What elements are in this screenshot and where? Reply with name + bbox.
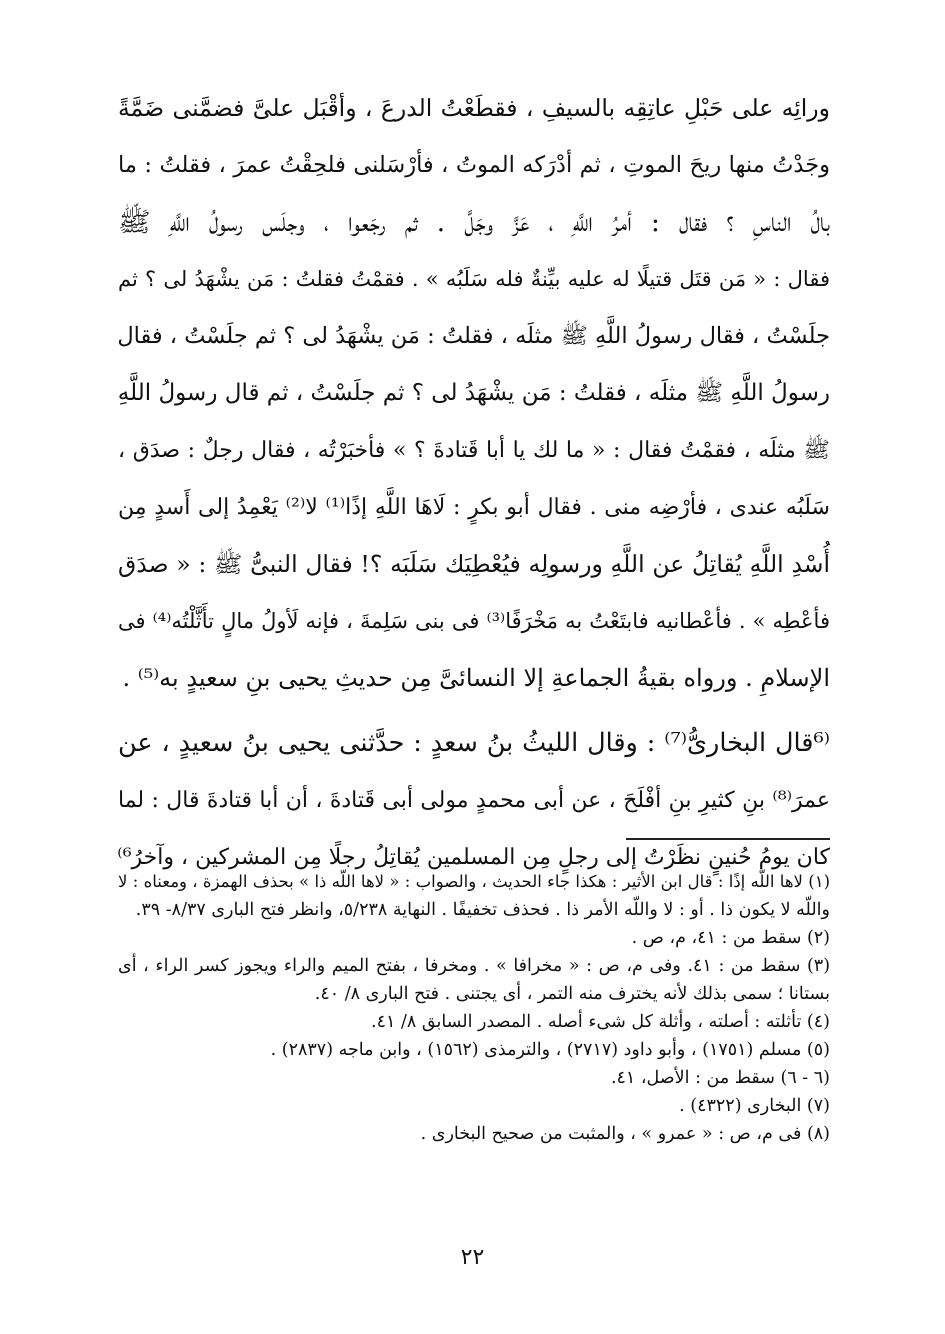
footnote-line: (٧) البخارى (٤٣٢٢) . <box>679 1096 830 1116</box>
text-line: رسولُ اللَّهِ ﷺ مثلَه ، فقلتُ : مَن يشْهَدُ لى ؟ ثم جلَسْتُ ، ثم قال رسولُ اللَّهِ <box>117 380 830 406</box>
text-line: وجَدْتُ منها ريحَ الموتِ ، ثم أدْرَكه الموتُ ، فأرْسَلنى فلحِقْتُ عمرَ ، فقلتُ : ما <box>118 152 830 178</box>
text-line: بالُ الناسِ ؟ فقال : أمرُ اللَّهِ ، عَزَّ وجَلَّ . ثم رجَعوا ، وجلَس رسولُ اللَّهِ ﷺ <box>118 207 830 238</box>
text-line: جلَسْتُ ، فقال رسولُ اللَّهِ ﷺ مثلَه ، فقلتُ : مَن يشْهَدُ لى ؟ ثم جلَسْتُ ، فقال <box>117 323 830 349</box>
text-line: ورائِه على حَبْلِ عاتِقِه بالسيفِ ، فقطَعْتُ الدرعَ ، وأقْبَل علىَّ فضمَّنى ضَمَّةً <box>118 94 830 122</box>
footnote-line: (٢) سقط من : ٤١، م، ص . <box>631 928 830 948</box>
text-line: فأعْطِه » . فأعْطانيه فابتَعْتُ به مَخْرَفًا⁽³⁾ فى بنى سَلِمةَ ، فإنه لَأولُ مالٍ تأَثَّلْتُه⁽⁴⁾ فى <box>118 609 830 633</box>
footnote-line: بستانا ؛ سمى بذلك لأنه يخترف منه التمر ، أى يجتنى . فتح البارى ٨/ ٤٠. <box>314 984 830 1004</box>
footnote-line: واللّه لا يكون ذا . أو : لا واللّه الأمر ذا . فحذف تخفيفًا . النهاية ٥/٢٣٨، وانظر فتح البارى ٨/٣٧- ٣٩. <box>135 900 830 920</box>
footnote-line: (١) لاها اللّه إذًا : قال ابن الأثير : هكذا جاء الحديث ، والصواب : « لاها اللّه ذا » بحذف الهمزة ، ومعناه : لا <box>118 872 830 891</box>
footnote-line: (٥) مسلم (١٧٥١) ، وأبو داود (٢٧١٧) ، والترمذى (١٥٦٢) ، وابن ماجه (٢٨٣٧) . <box>270 1040 830 1060</box>
footnote-line: (٣) سقط من : ٤١. وفى م، ص : « مخرافا » . ومخرفا ، بفتح الميم والراء ويجوز كسر الراء ، أى <box>118 956 831 976</box>
page-number: ٢٢ <box>460 1245 485 1270</box>
text-line: عمرَ⁽⁸⁾ بنِ كثيرِ بنِ أفْلَحَ ، عن أبى محمدٍ مولى أبى قَتادةَ ، أن أبا قتادةَ قال : لما <box>118 788 830 813</box>
footnote-separator <box>626 838 830 840</box>
text-line: ﷺ مثلَه ، فقمْتُ فقال : « ما لك يا أبا قَتادةَ ؟ » فأخبَرْتُه ، فقال رجلٌ : صدَق ، <box>118 438 830 463</box>
footnote-line: (٨) فى م، ص : « عمرو » ، والمثبت من صحيح البخارى . <box>420 1124 830 1144</box>
text-line: كان يومُ حُنينٍ نظَرْتُ إلى رجلٍ مِن المسلمين يُقاتِلُ رجلًا مِن المشركين ، وآخرُ⁶⁾ <box>117 845 830 870</box>
footnote-line: (٤) تأثلته : أصلته ، وأثلة كل شىء أصله . المصدر السابق ٨/ ٤١. <box>371 1012 830 1032</box>
text-line: سَلَبُه عندى ، فأرْضِه منى . فقال أبو بكرٍ : لَاهَا اللَّهِ إذًا⁽¹⁾ لا⁽²⁾ يَعْمِدُ إلى أَسدٍ مِن <box>118 495 830 520</box>
text-line: ⁽⁶قال البخارىُّ⁽⁷⁾ : وقال الليثُ بنُ سعدٍ : حدَّثنى يحيى بنُ سعيدٍ ، عن <box>118 728 830 758</box>
text-line: فقال : « مَن قتَل قتيلًا له عليه بيِّنةٌ فله سَلَبُه » . فقمْتُ فقلتُ : مَن يشْهَدُ لى ؟ ثم <box>118 267 830 291</box>
footnotes <box>118 868 830 1148</box>
footnote-line: (٦ - ٦) سقط من : الأصل، ٤١. <box>610 1068 830 1088</box>
main-text <box>118 80 830 886</box>
text-line: أُسْدِ اللَّهِ يُقاتِلُ عن اللَّهِ ورسولِه فيُعْطِيَك سَلَبَه ؟! فقال النبىُّ ﷺ : « صدَق <box>118 550 830 578</box>
paragraph-break <box>118 707 830 715</box>
text-line: الإسلامِ . ورواه بقيةُ الجماعةِ إلا النسائىَّ مِن حديثِ يحيى بنِ سعيدٍ به⁽⁵⁾ . <box>122 664 830 692</box>
